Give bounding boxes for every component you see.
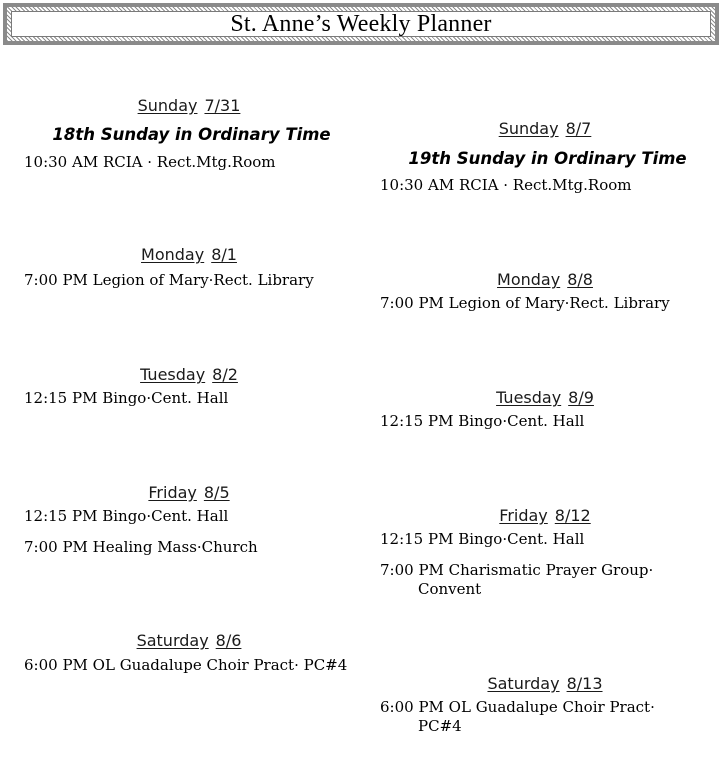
title-banner: [3, 3, 719, 45]
day-name: Saturday: [487, 674, 560, 693]
event-entry: 10:30 AM RCIA · Rect.Mtg.Room: [380, 176, 632, 194]
title-banner-inner: [11, 11, 711, 37]
day-header-friday-left: [24, 483, 354, 503]
day-header-tuesday-left: [24, 365, 354, 385]
day-header-monday-right: [380, 270, 710, 290]
event-entry: 6:00 PM OL Guadalupe Choir Pract· PC#4: [24, 656, 348, 674]
event-entry: 7:00 PM Legion of Mary·Rect. Library: [380, 294, 670, 312]
day-name: Sunday: [498, 119, 559, 138]
day-name: Tuesday: [496, 388, 562, 407]
day-date: 8/7: [565, 119, 592, 138]
liturgical-occasion-left: 18th Sunday in Ordinary Time: [52, 125, 331, 144]
event-entry: 10:30 AM RCIA · Rect.Mtg.Room: [24, 153, 276, 171]
day-date: 8/5: [203, 483, 230, 502]
day-header-saturday-left: [24, 631, 354, 651]
event-entry: 7:00 PM Legion of Mary·Rect. Library: [24, 271, 314, 289]
day-name: Saturday: [136, 631, 209, 650]
day-header-tuesday-right: [380, 388, 710, 408]
day-date: 8/9: [568, 388, 594, 407]
event-entry: 6:00 PM OL Guadalupe Choir Pract· PC#4: [380, 698, 655, 735]
day-date: 7/31: [204, 96, 241, 115]
day-header-sunday-left: [24, 96, 354, 116]
liturgical-occasion-right: 19th Sunday in Ordinary Time: [408, 149, 687, 168]
day-header-saturday-right: [380, 674, 710, 694]
day-date: 8/12: [554, 506, 591, 525]
event-entry: 7:00 PM Charismatic Prayer Group· Convent: [380, 561, 654, 598]
day-date: 8/6: [215, 631, 242, 650]
day-name: Sunday: [137, 96, 198, 115]
event-entry: 12:15 PM Bingo·Cent. Hall: [24, 507, 229, 525]
event-entry: 12:15 PM Bingo·Cent. Hall: [24, 389, 229, 407]
event-entry: 12:15 PM Bingo·Cent. Hall: [380, 530, 585, 548]
day-date: 8/1: [211, 245, 237, 264]
day-name: Monday: [141, 245, 205, 264]
day-name: Tuesday: [140, 365, 206, 384]
day-name: Monday: [497, 270, 561, 289]
event-entry: 12:15 PM Bingo·Cent. Hall: [380, 412, 585, 430]
day-date: 8/8: [567, 270, 593, 289]
day-date: 8/13: [566, 674, 603, 693]
day-header-friday-right: [380, 506, 710, 526]
event-entry: 7:00 PM Healing Mass·Church: [24, 538, 258, 556]
day-header-sunday-right: [380, 119, 710, 139]
page-title: St. Anne’s Weekly Planner: [230, 10, 492, 37]
day-header-monday-left: [24, 245, 354, 265]
day-name: Friday: [148, 483, 197, 502]
day-date: 8/2: [212, 365, 238, 384]
day-name: Friday: [499, 506, 548, 525]
